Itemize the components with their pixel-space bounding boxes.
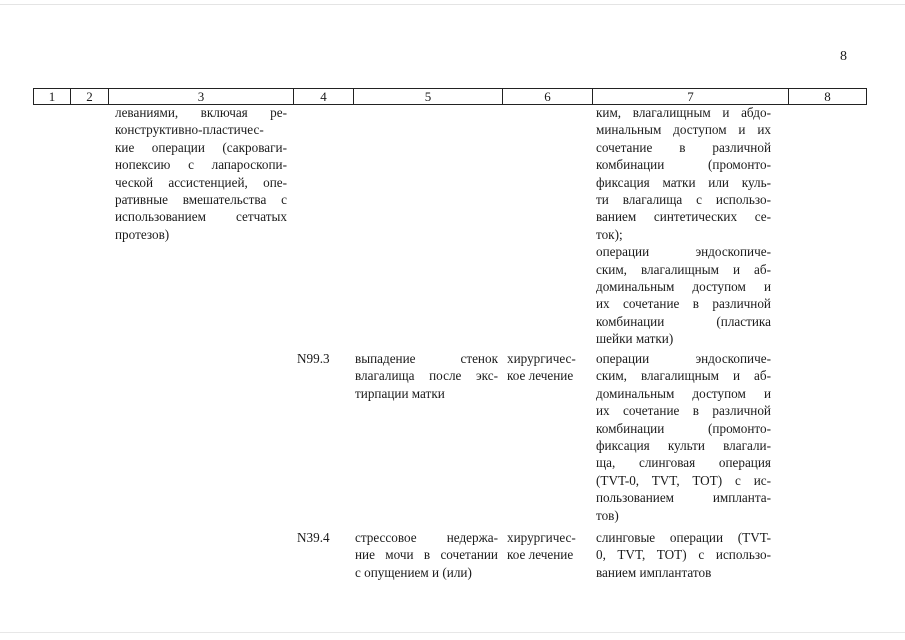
row3-col6 (507, 529, 586, 564)
page-number: 8 (840, 49, 847, 64)
text-line: ским, влагалищным и аб- (596, 261, 771, 277)
scan-edge-top (0, 4, 905, 5)
text-line: комбинации (пластика (596, 313, 771, 329)
text-line: конструктивно-пластичес- (115, 122, 264, 138)
text-line: их сочетание в различной (596, 296, 771, 312)
row1-col7 (596, 104, 771, 348)
row3-col7 (596, 529, 771, 581)
header-col-2: 2 (71, 89, 109, 104)
text-line: выпадение стенок (355, 351, 498, 366)
text-line: их сочетание в различной (596, 403, 771, 419)
row3-code: N39.4 (297, 530, 330, 545)
row2-col7 (596, 350, 771, 524)
text-line: использованием сетчатых (115, 209, 287, 225)
text-line: кое лечение (507, 547, 574, 563)
header-col-1: 1 (34, 89, 71, 104)
text-line: тов) (596, 507, 619, 523)
row2-code: N99.3 (297, 351, 330, 366)
text-line: протезов) (115, 226, 170, 242)
scan-edge-bottom (0, 632, 905, 633)
text-line: фиксация культи влагали- (596, 438, 771, 454)
text-line: кое лечение (507, 368, 574, 384)
text-line: фиксация матки или куль- (596, 174, 771, 190)
text-line: ток); (596, 226, 623, 242)
text-line: нопексию с лапароскопи- (115, 157, 287, 173)
text-line: ние мочи в сочетании (355, 547, 498, 563)
text-line: доминальным доступом и (596, 385, 771, 401)
text-line: комбинации (промонто- (596, 157, 771, 173)
header-col-3: 3 (109, 89, 294, 104)
text-line: 0, TVT, TOT) с использо- (596, 547, 771, 563)
text-line: с опущением и (или) (355, 564, 472, 580)
header-col-6: 6 (503, 89, 593, 104)
header-col-7: 7 (593, 89, 789, 104)
text-line: влагалища после экс- (355, 368, 498, 384)
row2-col6 (507, 350, 586, 385)
text-line: ским, влагалищным и аб- (596, 368, 771, 384)
text-line: ративные вмешательства с (115, 192, 287, 208)
text-line: хирургичес- (507, 351, 576, 366)
text-line: ванием имплантатов (596, 564, 712, 580)
header-col-5: 5 (354, 89, 503, 104)
text-line: слинговые операции (TVT- (596, 530, 771, 545)
text-line: комбинации (промонто- (596, 420, 771, 436)
text-line: сочетание в различной (596, 139, 771, 155)
text-line: операции эндоскопиче- (596, 351, 771, 366)
text-line: хирургичес- (507, 530, 576, 545)
text-line: кие операции (сакроваги- (115, 139, 287, 155)
header-col-4: 4 (294, 89, 354, 104)
text-line: ти влагалища с использо- (596, 192, 771, 208)
text-line: тирпации матки (355, 385, 445, 401)
text-line: доминальным доступом и (596, 279, 771, 295)
row1-col3 (115, 104, 287, 243)
text-line: операции эндоскопиче- (596, 244, 771, 260)
text-line: ким, влагалищным и абдо- (596, 105, 771, 120)
text-line: леваниями, включая ре- (115, 105, 287, 120)
text-line: ща, слинговая операция (596, 455, 771, 471)
text-line: (TVT-0, TVT, TOT) с ис- (596, 472, 771, 488)
row2-col5 (355, 350, 498, 402)
text-line: стрессовое недержа- (355, 530, 498, 545)
text-line: шейки матки) (596, 331, 674, 347)
text-line: ванием синтетических се- (596, 209, 771, 225)
row3-col5 (355, 529, 498, 581)
header-col-8: 8 (824, 89, 831, 104)
text-line: пользованием импланта- (596, 490, 771, 506)
text-line: минальным доступом и их (596, 122, 771, 138)
text-line: ческой ассистенцией, опе- (115, 174, 287, 190)
table-header-row (33, 88, 867, 105)
